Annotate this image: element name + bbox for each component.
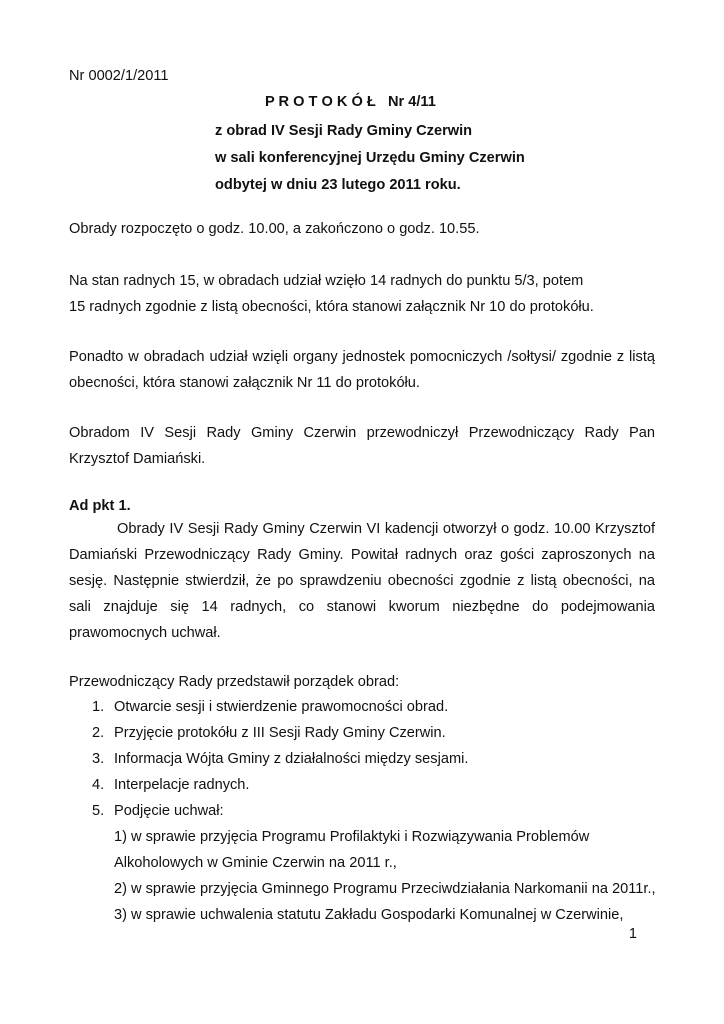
paragraph-line: Damiański Przewodniczący Rady Gminy. Powitał radnych oraz gości zaproszonych na [69,547,655,563]
list-item [92,694,468,720]
paragraph-line: sali znajduje się 14 radnych, co stanowi kworum niezbędne do podejmowania [69,599,655,615]
agenda-sublist [114,824,674,928]
paragraph-line: Przewodniczący Rady przedstawił porządek obrad: [69,674,400,690]
paragraph-line: Obradom IV Sesji Rady Gminy Czerwin przewodniczył Przewodniczący Rady Pan [69,425,655,441]
subtitle-line: odbytej w dniu 23 lutego 2011 roku. [215,177,461,193]
sub-item: 1) w sprawie przyjęcia Programu Profilaktyki i Rozwiązywania Problemów [114,829,590,845]
paragraph-agenda-intro [69,670,655,694]
list-item-text: Informacja Wójta Gminy z działalności między sesjami. [114,751,469,767]
paragraph-chair [69,420,655,472]
list-item-text: Otwarcie sesji i stwierdzenie prawomocności obrad. [114,699,449,715]
paragraph-line: Obrady rozpoczęto o godz. 10.00, a zakończono o godz. 10.55. [69,221,480,237]
paragraph-line: obecności, która stanowi załącznik Nr 11 do protokółu. [69,375,420,391]
list-item-number: 2. [92,725,105,741]
paragraph-line: prawomocnych uchwał. [69,625,221,641]
paragraph-line: 15 radnych zgodnie z listą obecności, która stanowi załącznik Nr 10 do protokółu. [69,299,594,315]
sub-item: Alkoholowych w Gminie Czerwin na 2011 r., [114,855,397,871]
subtitle-line: z obrad IV Sesji Rady Gminy Czerwin [215,123,473,139]
list-item-number: 1. [92,699,105,715]
list-item-text: Interpelacje radnych. [114,777,250,793]
list-item [92,772,468,798]
agenda-list [92,694,468,824]
list-item [92,720,468,746]
paragraph-line: Na stan radnych 15, w obradach udział wzięło 14 radnych do punktu 5/3, potem [69,273,584,289]
paragraph-line: Ponadto w obradach udział wzięli organy jednostek pomocniczych /sołtysi/ zgodnie z listą [69,349,655,365]
sub-item: 2) w sprawie przyjęcia Gminnego Programu Przeciwdziałania Narkomanii na 2011r., [114,881,656,897]
paragraph-attendance [69,268,655,320]
paragraph-soltysi [69,344,655,396]
list-item-text: Przyjęcie protokółu z III Sesji Rady Gminy Czerwin. [114,725,446,741]
list-item-number: 3. [92,751,105,767]
list-item-number: 5. [92,803,105,819]
list-item-number: 4. [92,777,105,793]
paragraph-pkt1 [69,516,655,646]
sub-item: 3) w sprawie uchwalenia statutu Zakładu Gospodarki Komunalnej w Czerwinie, [114,907,624,923]
document-title: P R O T O K Ó Ł Nr 4/11 [265,94,436,110]
paragraph-line: Obrady IV Sesji Rady Gminy Czerwin VI kadencji otworzył o godz. 10.00 Krzysztof [117,521,655,537]
section-heading-pkt1: Ad pkt 1. [69,498,131,514]
subtitle-line: w sali konferencyjnej Urzędu Gminy Czerwin [215,150,525,166]
list-item [92,798,468,824]
document-subtitle [215,118,525,199]
page-number: 1 [628,926,637,942]
paragraph-line: Krzysztof Damiański. [69,451,206,467]
paragraph-line: sesję. Następnie stwierdził, że po sprawdzeniu obecności zgodnie z listą obecności, na [69,573,655,589]
document-number: Nr 0002/1/2011 [69,68,169,84]
paragraph-time [69,216,655,242]
list-item [92,746,468,772]
list-item-text: Podjęcie uchwał: [114,803,224,819]
